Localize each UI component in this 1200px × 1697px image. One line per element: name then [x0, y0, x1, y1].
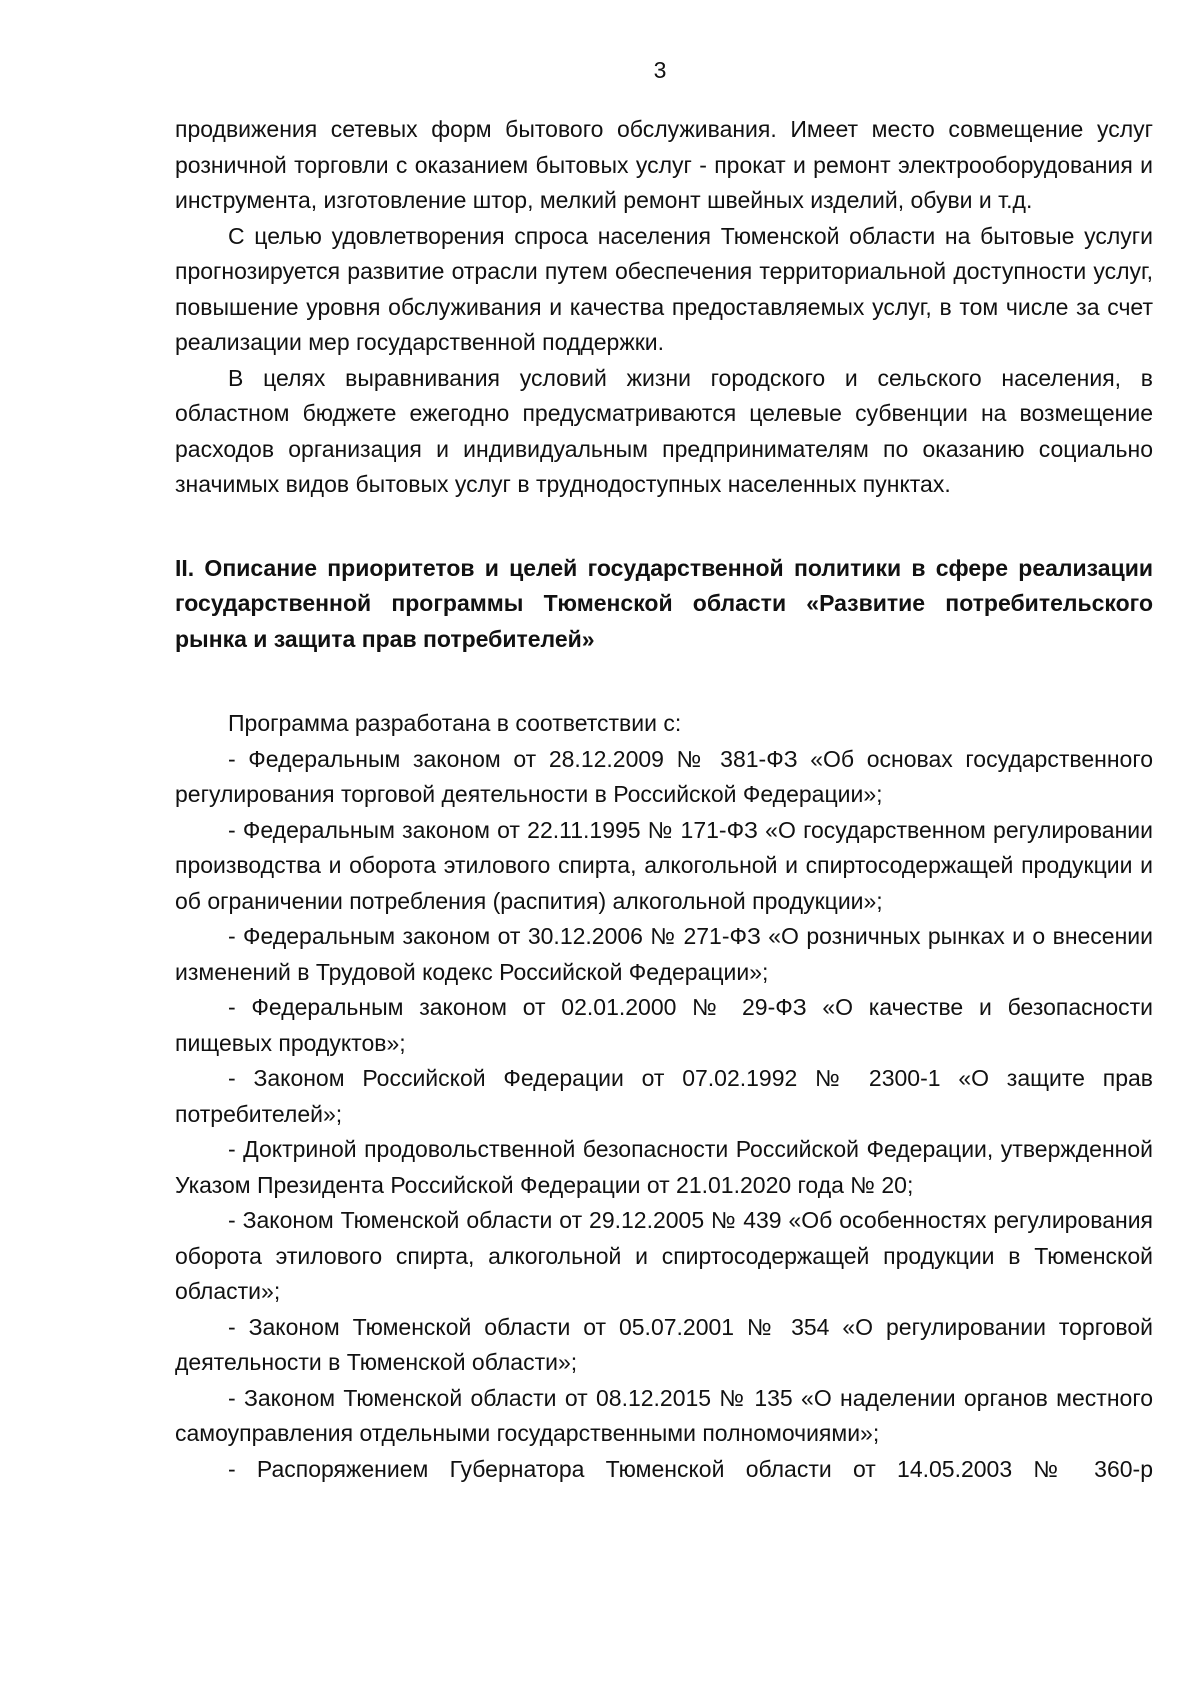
paragraph-continuation: продвижения сетевых форм бытового обслуживания. Имеет место совмещение услуг розничной торговли с оказанием бытовых услуг - прокат и ремонт электрооборудования и инструмента, изготовление штор, мелкий ремонт швейных изделий, обуви и т.д.	[175, 116, 1153, 213]
list-item: - Федеральным законом от 30.12.2006 № 271-ФЗ «О розничных рынках и о внесении изменений в Трудовой кодекс Российской Федерации»;	[175, 923, 1153, 985]
section-heading: II. Описание приоритетов и целей государственной политики в сфере реализации государственной программы Тюменской области «Развитие потребительского рынка и защита прав потребителей»	[175, 554, 1153, 652]
list-item: - Законом Тюменской области от 05.07.2001 № 354 «О регулировании торговой деятельности в Тюменской области»;	[175, 1313, 1153, 1375]
paragraph-services-demand: С целью удовлетворения спроса населения Тюменской области на бытовые услуги прогнозируется развитие отрасли путем обеспечения территориальной доступности услуг, повышение уровня обслуживания и качества предоставляемых услуг, в том числе за счет реализации мер государственной поддержки.	[175, 222, 1153, 355]
page-number: 3	[653, 57, 667, 83]
list-item: - Законом Тюменской области от 08.12.2015 № 135 «О наделении органов местного самоуправления отдельными государственными полномочиями»;	[175, 1384, 1153, 1446]
list-item: - Федеральным законом от 28.12.2009 № 381-ФЗ «Об основах государственного регулирования торговой деятельности в Российской Федерации»;	[175, 745, 1153, 807]
paragraph-subventions: В целях выравнивания условий жизни городского и сельского населения, в областном бюджете ежегодно предусматриваются целевые субвенции на возмещение расходов организация и индивидуальным предпринимателям по оказанию социально значимых видов бытовых услуг в труднодоступных населенных пунктах.	[175, 364, 1153, 497]
list-item: - Федеральным законом от 22.11.1995 № 171-ФЗ «О государственном регулировании производства и оборота этилового спирта, алкогольной и спиртосодержащей продукции и об ограничении потребления (распития) алкогольной продукции»;	[175, 816, 1153, 914]
list-item: - Законом Тюменской области от 29.12.2005 № 439 «Об особенностях регулирования оборота этилового спирта, алкогольной и спиртосодержащей продукции в Тюменской области»;	[175, 1207, 1153, 1304]
list-item: - Распоряжением Губернатора Тюменской области от 14.05.2003 № 360-р	[228, 1455, 1153, 1482]
list-item: - Доктриной продовольственной безопасности Российской Федерации, утвержденной Указом Президента Российской Федерации от 21.01.2020 года № 20;	[175, 1136, 1153, 1198]
list-item: - Законом Российской Федерации от 07.02.1992 № 2300-1 «О защите прав потребителей»;	[175, 1065, 1153, 1127]
document-body	[175, 112, 1153, 1487]
list-item: - Федеральным законом от 02.01.2000 № 29-ФЗ «О качестве и безопасности пищевых продуктов»;	[175, 994, 1153, 1056]
section-lead: Программа разработана в соответствии с:	[228, 710, 682, 736]
